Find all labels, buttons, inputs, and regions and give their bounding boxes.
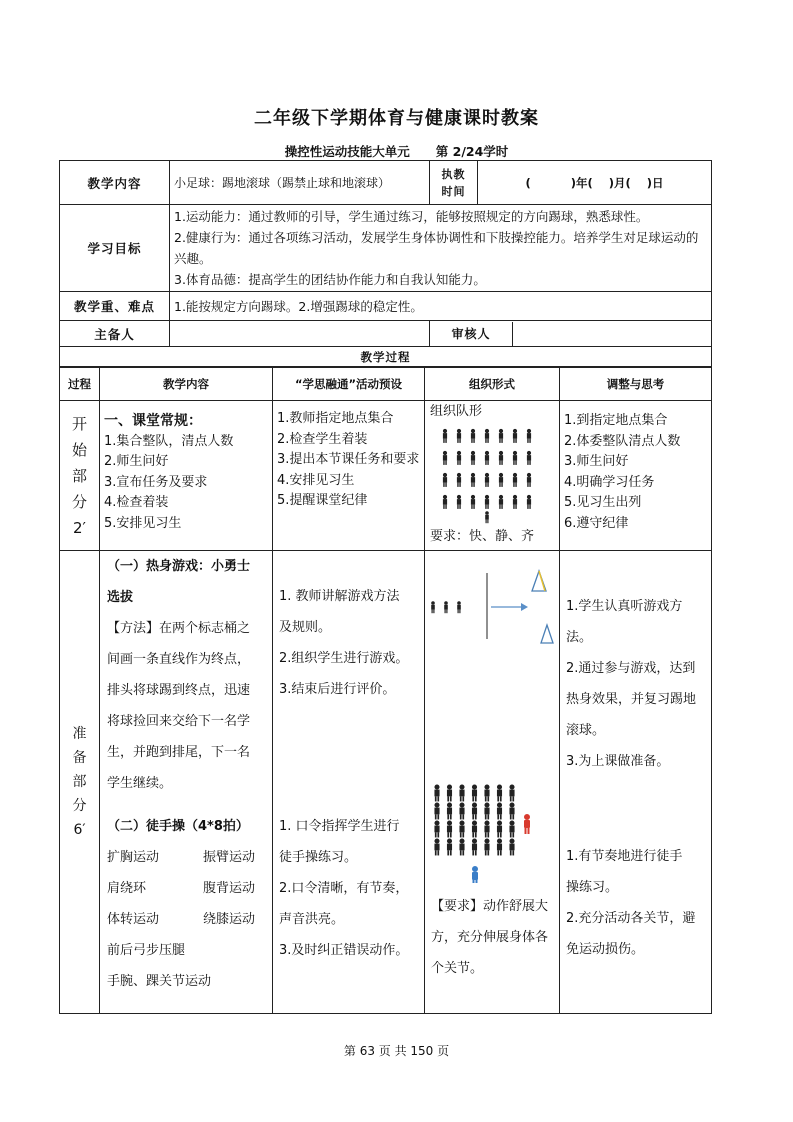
reviewer-value xyxy=(513,322,711,346)
stage-char: 分 xyxy=(71,492,87,511)
student-figure xyxy=(471,429,475,443)
prep-adjust xyxy=(560,551,712,1014)
list-item: 4.明确学习任务 xyxy=(564,474,655,490)
list-item: 2.检查学生着装 xyxy=(277,431,368,447)
list-item: 1.教师指定地点集合 xyxy=(277,411,394,426)
student-figure xyxy=(527,495,531,509)
start-adjust xyxy=(560,401,712,551)
student-figure xyxy=(459,838,464,855)
stage-char: 部 xyxy=(72,774,87,790)
student-figure xyxy=(497,784,502,801)
list-item: 及规则。 xyxy=(279,620,332,635)
game-method-line: 【方法】在两个标志桶之 xyxy=(107,621,251,636)
reviewer-cell xyxy=(430,321,712,347)
student-figure xyxy=(459,784,464,801)
org-label: 组织队形 xyxy=(430,404,483,419)
prep-org-requirement xyxy=(431,891,548,984)
exercise-item: 振臂运动 xyxy=(203,850,256,865)
content-label: 教学内容 xyxy=(60,161,170,205)
list-item: 2.师生问好 xyxy=(104,454,169,470)
col-header-organization: 组织形式 xyxy=(425,368,560,401)
preparer-label: 主备人 xyxy=(60,321,170,347)
student-figure xyxy=(499,429,503,443)
requirement-line: 【要求】动作舒展大 xyxy=(431,899,549,914)
stage-char: 部 xyxy=(71,466,87,485)
exercise-item: 肩绕环 xyxy=(107,881,147,896)
list-item: 2.充分活动各关节，避 xyxy=(566,911,696,926)
student-figure xyxy=(459,820,464,837)
student-figure xyxy=(443,473,447,487)
cone-icon xyxy=(541,625,553,643)
goal-item: 2.健康行为：通过各项练习活动，发展学生身体协调性和下肢操控能力。培养学生对足球运动的兴趣。 xyxy=(174,230,699,266)
student-figure xyxy=(443,495,447,509)
exercise-item: 前后弓步压腿 xyxy=(107,943,186,958)
student-figure xyxy=(485,473,489,487)
student-figure xyxy=(509,802,514,819)
goals-label: 学习目标 xyxy=(60,205,170,292)
list-item: 3.及时纠正错误动作。 xyxy=(279,943,409,958)
prep-content xyxy=(100,551,273,1014)
list-item: 1.到指定地点集合 xyxy=(564,413,668,428)
student-figure xyxy=(497,838,502,855)
adjust-game xyxy=(566,591,696,777)
stage-char: 准 xyxy=(72,726,87,742)
student-figure xyxy=(444,601,448,613)
prep-organization xyxy=(425,551,560,1014)
list-item: 2.组织学生进行游戏。 xyxy=(279,651,409,666)
student-figure xyxy=(485,451,489,465)
student-figure xyxy=(513,451,517,465)
list-item: 操练习。 xyxy=(566,880,619,895)
list-item: 5.提醒课堂纪律 xyxy=(277,493,368,509)
list-item: 1. 教师讲解游戏方法 xyxy=(279,589,400,604)
game-method-line: 间画一条直线作为终点， xyxy=(107,652,251,667)
student-figure xyxy=(447,820,452,837)
student-figure xyxy=(431,601,435,613)
list-item: 1.集合整队，清点人数 xyxy=(104,433,234,449)
student-figure xyxy=(509,820,514,837)
col-header-stage: 过程 xyxy=(60,368,100,401)
list-item: 6.遵守纪律 xyxy=(564,515,629,531)
student-figure xyxy=(443,429,447,443)
start-content-heading: 一、课堂常规： xyxy=(104,413,202,429)
list-item: 3.结束后进行评价。 xyxy=(279,682,396,697)
student-figure xyxy=(527,429,531,443)
student-figure xyxy=(457,429,461,443)
keypoints-value: 1.能按规定方向踢球。2.增强踢球的稳定性。 xyxy=(170,292,712,321)
student-figure xyxy=(513,473,517,487)
goal-item: 3.体育品德：提高学生的团结协作能力和自我认知能力。 xyxy=(174,272,486,287)
stage-prep xyxy=(60,551,100,1014)
student-figure xyxy=(499,451,503,465)
activities-game xyxy=(279,581,408,705)
stage-char: 备 xyxy=(72,750,87,766)
list-item: 法。 xyxy=(566,630,593,645)
student-figures xyxy=(431,601,461,613)
student-figure xyxy=(499,495,503,509)
exercise-row xyxy=(107,873,299,904)
student-figure xyxy=(472,838,477,855)
student-figure xyxy=(457,473,461,487)
teacher-figure xyxy=(524,814,530,834)
student-figure xyxy=(513,429,517,443)
list-item: 3.为上课做准备。 xyxy=(566,754,670,769)
list-item: 热身效果，并复习踢地 xyxy=(566,692,697,707)
adjust-exercise xyxy=(566,841,695,965)
student-figure xyxy=(447,802,452,819)
requirement-line: 方，充分伸展身体各 xyxy=(431,930,549,945)
student-figure xyxy=(434,820,439,837)
org-requirement: 要求：快、静、齐 xyxy=(430,529,535,544)
student-figure xyxy=(457,495,461,509)
game-method-line: 生，并跑到排尾，下一名 xyxy=(107,745,251,760)
student-figure xyxy=(457,601,461,613)
game-heading: 选拔 xyxy=(107,590,134,605)
exercise-item: 手腕、踝关节运动 xyxy=(107,974,212,989)
list-item: 声音洪亮。 xyxy=(279,912,345,927)
student-figure xyxy=(485,495,489,509)
list-item: 1.有节奏地进行徒手 xyxy=(566,849,683,864)
student-figure xyxy=(527,473,531,487)
goal-item: 1.运动能力：通过教师的引导，学生通过练习，能够按照规定的方向踢球，熟悉球性。 xyxy=(174,209,649,224)
list-item: 3.宣布任务及要求 xyxy=(104,474,208,490)
student-figure xyxy=(434,802,439,819)
prep-exercise xyxy=(107,811,299,997)
student-figure xyxy=(434,838,439,855)
student-figure xyxy=(513,495,517,509)
list-item: 4.检查着装 xyxy=(104,495,169,511)
student-figure xyxy=(459,802,464,819)
stage-start xyxy=(60,401,100,551)
list-item: 2.通过参与游戏，达到 xyxy=(566,661,696,676)
student-figure xyxy=(434,784,439,801)
page-title: 二年级下学期体育与健康课时教案 xyxy=(254,108,539,129)
col-header-activity: “学思融通”活动预设 xyxy=(273,368,425,401)
arrow-head-icon xyxy=(521,603,528,611)
leader-figure xyxy=(472,866,478,883)
student-figure xyxy=(471,495,475,509)
student-figure xyxy=(472,784,477,801)
exec-time-label-2: 时间 xyxy=(441,184,466,198)
stage-char: 分 xyxy=(72,798,87,814)
game-diagram xyxy=(429,569,559,659)
exercise-row xyxy=(107,904,299,935)
student-figure xyxy=(447,838,452,855)
keypoints-label: 教学重、难点 xyxy=(60,292,170,321)
list-item: 5.安排见习生 xyxy=(104,515,182,531)
student-figure xyxy=(485,511,489,523)
student-figure xyxy=(484,784,489,801)
goals-list xyxy=(170,205,712,292)
student-figure xyxy=(484,802,489,819)
exercise-item: 腹背运动 xyxy=(203,881,256,896)
student-figure xyxy=(472,802,477,819)
stage-char: 始 xyxy=(71,440,87,459)
page-footer: 第 63 页 共 150 页 xyxy=(343,1044,450,1058)
exec-time-value: ( )年( )月( )日 xyxy=(478,161,712,205)
student-figure xyxy=(497,802,502,819)
student-figure xyxy=(457,451,461,465)
prep-game xyxy=(107,551,250,799)
page-subtitle: 操控性运动技能大单元 第 2/24学时 xyxy=(284,144,509,159)
list-item: 2.体委整队清点人数 xyxy=(564,433,681,449)
col-header-content: 教学内容 xyxy=(100,368,273,401)
student-figure xyxy=(484,838,489,855)
list-item: 3.师生问好 xyxy=(564,454,629,470)
student-figure xyxy=(485,429,489,443)
exercise-item: 绕膝运动 xyxy=(203,912,256,927)
list-item: 免运动损伤。 xyxy=(566,942,645,957)
list-item: 5.见习生出列 xyxy=(564,495,642,511)
stage-char: 6′ xyxy=(73,822,86,838)
marker-line xyxy=(539,571,545,591)
process-title: 教学过程 xyxy=(60,347,712,367)
exercise-formation-diagram xyxy=(431,783,551,883)
start-organization xyxy=(425,401,560,551)
activities-exercise xyxy=(279,811,408,966)
exec-time-label-1: 执教 xyxy=(441,167,466,181)
process-table xyxy=(59,367,712,1014)
student-figure xyxy=(471,473,475,487)
exercise-row xyxy=(107,842,299,873)
reviewer-label: 审核人 xyxy=(430,322,513,346)
student-figure xyxy=(509,838,514,855)
game-method-line: 学生继续。 xyxy=(107,776,173,791)
list-item: 3.提出本节课任务和要求 xyxy=(277,452,420,468)
list-item: 1. 口令指挥学生进行 xyxy=(279,819,400,834)
exercise-item: 扩胸运动 xyxy=(107,850,160,865)
student-figure xyxy=(447,784,452,801)
stage-char: 2′ xyxy=(73,518,86,537)
game-heading: （一）热身游戏：小勇士 xyxy=(107,559,251,574)
list-item: 2.口令清晰，有节奏， xyxy=(279,881,409,896)
prep-activities xyxy=(273,551,425,1014)
exercise-heading: （二）徒手操（4*8拍） xyxy=(107,819,249,834)
exercise-item: 体转运动 xyxy=(107,912,160,927)
student-figure xyxy=(471,451,475,465)
student-figure xyxy=(484,820,489,837)
formation-diagram xyxy=(439,427,549,527)
student-figure xyxy=(443,451,447,465)
student-figure xyxy=(527,451,531,465)
student-figure xyxy=(499,473,503,487)
col-header-adjust: 调整与思考 xyxy=(560,368,712,401)
start-content xyxy=(100,401,273,551)
student-figure xyxy=(472,820,477,837)
student-figure xyxy=(497,820,502,837)
student-figure xyxy=(509,784,514,801)
list-item: 1.学生认真听游戏方 xyxy=(566,599,683,614)
exec-time-label xyxy=(430,161,478,205)
requirement-line: 个关节。 xyxy=(431,961,484,976)
game-method-line: 排头将球踢到终点，迅速 xyxy=(107,683,251,698)
preparer-value xyxy=(170,321,430,347)
list-item: 4.安排见习生 xyxy=(277,472,355,488)
lesson-info-table xyxy=(59,160,712,367)
list-item: 滚球。 xyxy=(566,723,606,738)
game-method-line: 将球捡回来交给下一名学 xyxy=(107,714,251,729)
content-value: 小足球：踢地滚球（踢禁止球和地滚球） xyxy=(170,161,430,205)
list-item: 徒手操练习。 xyxy=(279,850,358,865)
stage-char: 开 xyxy=(71,414,87,433)
start-activities xyxy=(273,401,425,551)
